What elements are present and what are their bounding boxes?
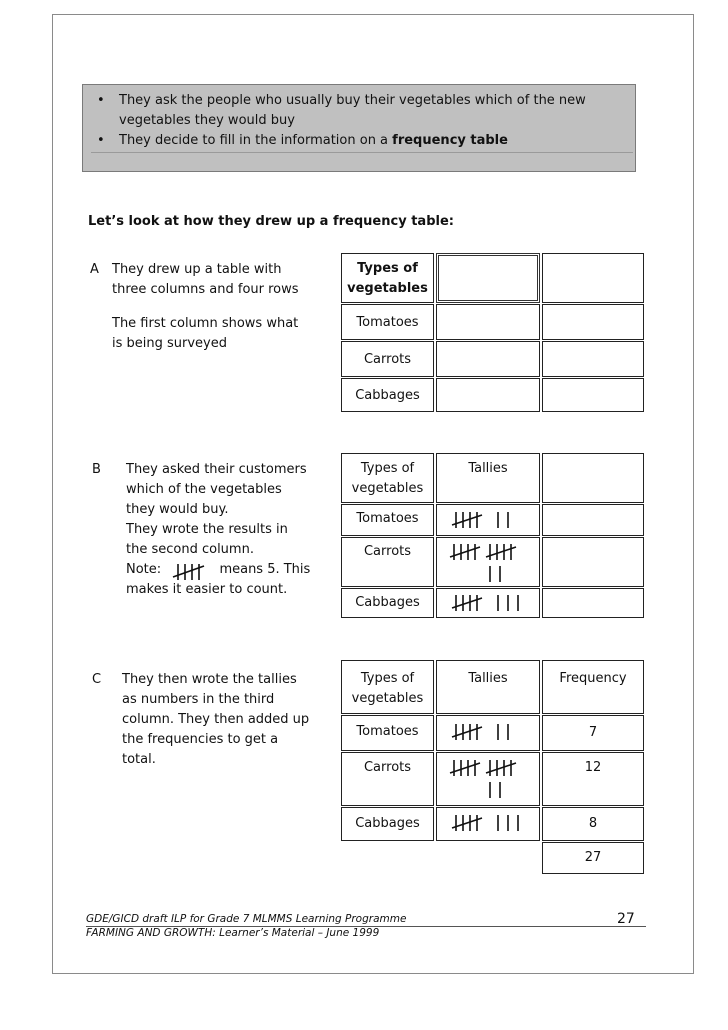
- table-a-cell: [436, 253, 540, 303]
- table-c-frequency-header: Frequency: [542, 660, 644, 714]
- table-a-cell: [542, 378, 644, 412]
- table-a-cell: [436, 304, 540, 340]
- note-divider: [91, 152, 633, 153]
- section-a-line: is being surveyed: [112, 336, 227, 351]
- section-a-line: The first column shows what: [112, 316, 299, 331]
- table-c-total-cell: 27: [542, 842, 644, 874]
- section-a-line: three columns and four rows: [112, 282, 299, 297]
- section-c-line: total.: [122, 752, 156, 767]
- table-c-tallies-header: Tallies: [436, 660, 540, 714]
- table-a-header: [341, 253, 434, 303]
- table-c-row-label: Tomatoes: [341, 715, 434, 751]
- section-a-text: [112, 260, 299, 300]
- table-c-row-label: Cabbages: [341, 807, 434, 841]
- section-b-line: which of the vegetables: [126, 482, 282, 497]
- header-line: vegetables: [351, 481, 424, 496]
- section-c-line: column. They then added up: [122, 712, 310, 727]
- table-a-cell: [542, 304, 644, 340]
- footer-line-1: GDE/GICD draft ILP for Grade 7 MLMMS Learning Programme: [86, 913, 407, 925]
- table-c-frequency-cell: 12: [542, 752, 644, 806]
- table-a-cell: [436, 341, 540, 377]
- table-b-header: [341, 453, 434, 503]
- section-b-line: they would buy.: [126, 502, 229, 517]
- section-b-line: makes it easier to count.: [126, 582, 288, 597]
- header-line: Types of: [360, 461, 415, 476]
- note-suffix: means 5. This: [219, 562, 311, 577]
- bullet-2-text: [119, 131, 629, 151]
- table-b-cell: [542, 588, 644, 618]
- table-b-cell: [542, 453, 644, 503]
- section-a-text-2: [112, 314, 298, 354]
- section-b-text: [126, 460, 310, 600]
- section-c-text: [122, 670, 309, 770]
- bullet-2-prefix: They decide to fill in the information on a: [119, 133, 393, 148]
- bullet-1-text: [119, 91, 629, 131]
- table-a-row-label: Tomatoes: [341, 304, 434, 340]
- section-b-line: They wrote the results in: [126, 522, 288, 537]
- table-b-tallies-header: Tallies: [436, 453, 540, 503]
- table-c-row-label: Carrots: [341, 752, 434, 806]
- table-a-row-label: Cabbages: [341, 378, 434, 412]
- header-line: Types of: [360, 671, 415, 686]
- section-c-letter: C: [92, 672, 102, 687]
- tally-marks-icon: [446, 758, 542, 802]
- table-a-cell: [542, 341, 644, 377]
- table-b-row-label: Carrots: [341, 537, 434, 587]
- table-a-cell: [542, 253, 644, 303]
- section-b-line: They asked their customers: [126, 462, 307, 477]
- table-a-cell: [436, 378, 540, 412]
- note-prefix: Note:: [126, 562, 162, 577]
- header-line: Types of: [357, 261, 418, 276]
- bullet-1-line-1: They ask the people who usually buy their vegetables which of the new: [119, 93, 586, 108]
- bullet-1-line-2: vegetables they would buy: [119, 113, 295, 128]
- section-a-line: They drew up a table with: [112, 262, 282, 277]
- table-c-header: [341, 660, 434, 714]
- tally-marks-icon: [448, 593, 544, 637]
- table-a-row-label: Carrots: [341, 341, 434, 377]
- table-c-frequency-cell: 7: [542, 715, 644, 751]
- bullet-dot: •: [97, 93, 105, 108]
- table-c-frequency-cell: 8: [542, 807, 644, 841]
- tally-marks-icon: [446, 542, 542, 586]
- section-b-line: the second column.: [126, 542, 254, 557]
- section-c-line: as numbers in the third: [122, 692, 275, 707]
- tally-marks-icon: [448, 813, 544, 857]
- table-b-cell: [542, 504, 644, 536]
- table-b-row-label: Tomatoes: [341, 504, 434, 536]
- bullet-2-bold: frequency table: [392, 133, 508, 148]
- bullet-dot: •: [97, 133, 105, 148]
- page-number: 27: [617, 911, 635, 927]
- section-b-note: [126, 560, 310, 580]
- section-c-line: the frequencies to get a: [122, 732, 279, 747]
- section-b-letter: B: [92, 462, 101, 477]
- note-box: [82, 84, 636, 172]
- table-b-row-label: Cabbages: [341, 588, 434, 618]
- header-line: vegetables: [347, 281, 428, 296]
- section-c-line: They then wrote the tallies: [122, 672, 297, 687]
- tally-five-example-icon: [172, 562, 216, 582]
- footer-line-2: FARMING AND GROWTH: Learner’s Material – June 1999: [86, 927, 380, 939]
- table-b-cell: [542, 537, 644, 587]
- section-a-letter: A: [90, 262, 99, 277]
- footer: [86, 912, 406, 940]
- header-line: vegetables: [351, 691, 424, 706]
- intro-heading: Let’s look at how they drew up a frequency table:: [88, 214, 454, 229]
